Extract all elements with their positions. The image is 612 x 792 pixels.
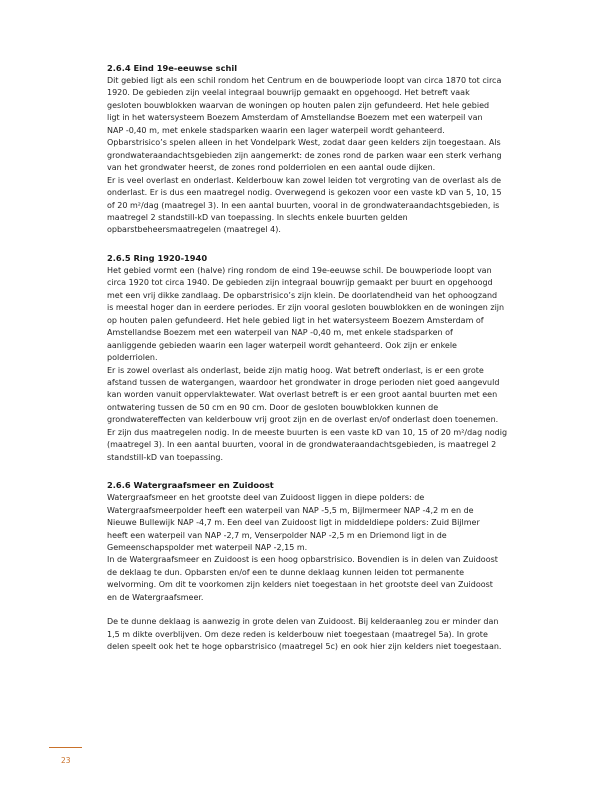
section <box>107 62 507 237</box>
text-line: Nieuwe Bullewijk NAP -4,7 m. Een deel van Zuidoost ligt in middeldiepe polders: Zuid Bijlmer <box>107 518 480 528</box>
section <box>107 479 507 653</box>
text-line: welvorming. Om dit te voorkomen zijn kelders niet toegestaan in het grootste deel van Zuidoost <box>107 580 493 590</box>
text-line: op houten palen gefundeerd. Het hele gebied ligt in het watersysteem Boezem Amsterdam of <box>107 315 484 325</box>
paragraph <box>107 616 507 653</box>
text-line: standstill-kD van toepassing. <box>107 452 223 462</box>
text-line: de deklaag te dun. Opbarsten en/of een te dunne deklaag kunnen leiden tot permanente <box>107 567 465 577</box>
section-heading: 2.6.6 Watergraafsmeer en Zuidoost <box>107 480 274 491</box>
text-line: ligt in het watersysteem Boezem Amsterdam of Amstellandse Boezem met een waterpeil van <box>107 113 483 123</box>
section-heading: 2.6.4 Eind 19e-eeuwse schil <box>107 63 238 73</box>
text-line: 1,5 m dikte overblijven. Om deze reden is kelderbouw niet toegestaan (maatregel 5a). In grote <box>107 629 488 639</box>
page-number: 23 <box>61 756 71 765</box>
text-line: polderriolen. <box>107 353 158 363</box>
text-line: kan worden vanuit oppervlaktewater. Wat overlast betreft is er een groot aantal buurten met een <box>107 390 498 400</box>
text-line: Dit gebied ligt als een schil rondom het Centrum en de bouwperiode loopt van circa 1870 tot circa <box>107 76 502 85</box>
text-line: (maatregel 3). In een aantal buurten, vooral in de grondwateraandachtsgebieden, is maatregel 2 <box>107 440 497 450</box>
text-line: of 20 m²/dag (maatregel 3). In een aantal buurten, vooral in de grondwateraandachtsgebieden, is <box>107 200 500 210</box>
text-line: Er is veel overlast en onderlast. Kelderbouw kan zowel leiden tot vergroting van de overlast als de <box>107 175 502 185</box>
text-line: Watergraafsmeerpolder heeft een waterpeil van NAP -5,5 m, Bijlmermeer NAP -4,2 m en de <box>107 505 474 515</box>
text-line: onderlast. Er is dus een maatregel nodig. Overwegend is gekozen voor een vaste kD van 5, 10, 15 <box>107 188 502 198</box>
text-line: opbarstbeheersmaatregelen (maatregel 4). <box>107 225 281 235</box>
section <box>107 252 507 464</box>
footer-rule <box>49 747 82 748</box>
text-line: met een vrij dikke zandlaag. De opbarstrisico’s zijn klein. De doorlatendheid van het ophoogzand <box>107 290 498 300</box>
text-line: delen speelt ook het te hoge opbarstrisico (maatregel 5c) en ook hier zijn kelders niet toegestaan. <box>107 642 502 652</box>
text-line: In de Watergraafsmeer en Zuidoost is een hoog opbarstrisico. Bovendien is in delen van Zuidoost <box>107 555 498 565</box>
text-line: en de Watergraafsmeer. <box>107 592 204 602</box>
text-line: Er is zowel overlast als onderlast, beide zijn matig hoog. Wat betreft onderlast, is er een grote <box>107 365 484 375</box>
text-line: De te dunne deklaag is aanwezig in grote delen van Zuidoost. Bij kelderaanleg zou er minder dan <box>107 617 499 627</box>
text-line: van het grondwater heerst, de zones rond polderriolen en een aantal oude dijken. <box>107 163 436 173</box>
text-line: Het gebied vormt een (halve) ring rondom de eind 19e-eeuwse schil. De bouwperiode loopt van <box>107 265 492 275</box>
document-body <box>107 62 507 669</box>
text-line: gesloten bouwblokken waarvan de woningen op houten palen zijn gefundeerd. Het hele gebied <box>107 100 490 110</box>
text-line: NAP -0,40 m, met enkele stadsparken waarin een lager waterpeil wordt gehanteerd. <box>107 125 445 135</box>
text-line: Opbarstrisico’s spelen alleen in het Vondelpark West, zodat daar geen kelders zijn toegestaan. Als <box>107 138 501 148</box>
section-heading: 2.6.5 Ring 1920-1940 <box>107 252 208 263</box>
text-line: afstand tussen de watergangen, waardoor het grondwater in droge perioden niet goed aangevuld <box>107 377 500 387</box>
text-line: aanliggende gebieden waarin een lager waterpeil wordt gehanteerd. Ook zijn er enkele <box>107 340 457 350</box>
text-line: grondwateraandachtsgebieden zijn aangemerkt: de zones rond de parken waar een sterk verhang <box>107 150 502 160</box>
text-line: circa 1920 tot circa 1940. De gebieden zijn integraal bouwrijp gemaakt per buurt en opgehoogd <box>107 278 493 288</box>
text-line: maatregel 2 standstill-kD van toepassing. In slechts enkele buurten gelden <box>107 212 408 222</box>
paragraph <box>107 492 507 604</box>
text-line: Watergraafsmeer en het grootste deel van Zuidoost liggen in diepe polders: de <box>107 493 425 503</box>
text-line: is meestal hoger dan in eerdere periodes. Er zijn vooral gesloten bouwblokken en de woningen zijn <box>107 303 505 313</box>
text-line: Er zijn dus maatregelen nodig. In de meeste buurten is een vaste kD van 10, 15 of 20 m²/dag nodig <box>107 427 508 437</box>
paragraph <box>107 265 507 464</box>
paragraph-gap <box>107 604 507 616</box>
paragraph <box>107 75 507 237</box>
text-line: Gemeenschapspolder met waterpeil NAP -2,15 m. <box>107 542 308 552</box>
text-line: grondwatereffecten van kelderbouw vrij groot zijn en de overlast en/of onderlast doen toenemen. <box>107 415 499 425</box>
text-line: ontwatering tussen de 50 cm en 90 cm. Door de gesloten bouwblokken kunnen de <box>107 402 439 412</box>
text-line: Amstellandse Boezem met een waterpeil van NAP -0,40 m, met enkele stadsparken of <box>107 328 453 338</box>
text-line: 1920. De gebieden zijn veelal integraal bouwrijp gemaakt en opgehoogd. Het betreft vaak <box>107 88 470 98</box>
text-line: heeft een waterpeil van NAP -2,7 m, Venserpolder NAP -2,5 m en Driemond ligt in de <box>107 530 447 540</box>
